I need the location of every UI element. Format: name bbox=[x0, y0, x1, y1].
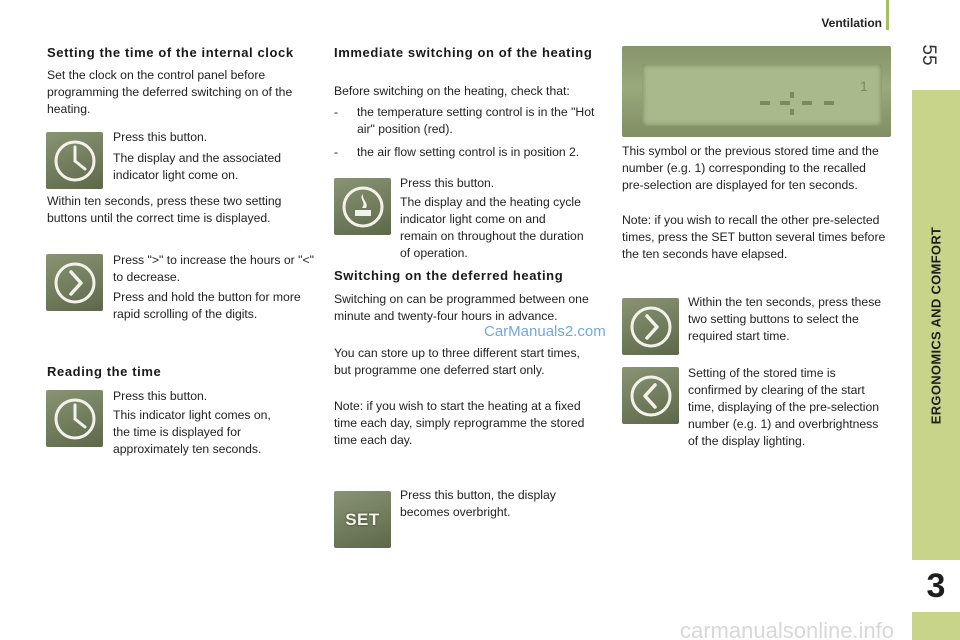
chapter-tab-foot bbox=[912, 612, 960, 640]
setting-clock-heading: Setting the time of the internal clock bbox=[47, 45, 294, 60]
next-button bbox=[622, 298, 679, 355]
recall-note-text: Note: if you wish to recall the other pre-selected times, press the SET button several times before the ten seconds have elapsed. bbox=[622, 213, 886, 261]
deferred-text-1: Switching on can be programmed between one minute and twenty-four hours in advance. bbox=[334, 292, 589, 323]
clock-icon bbox=[52, 138, 98, 184]
section-header-title: Ventilation bbox=[821, 16, 882, 30]
press-button-text-2: Press this button. bbox=[113, 389, 208, 403]
display-light-text: The display and the associated indicator light come on. bbox=[113, 151, 282, 182]
reading-time-heading: Reading the time bbox=[47, 364, 162, 379]
symbol-description-text: This symbol or the previous stored time and the number (e.g. 1) corresponding to the recalled pre-selection are displayed for ten seconds. bbox=[622, 144, 879, 192]
press-increase-text: Press ">" to increase the hours or "<" to decrease. bbox=[113, 253, 314, 284]
within-ten-seconds-text: Within ten seconds, press these two setting buttons until the correct time is displayed. bbox=[47, 194, 282, 225]
header-divider bbox=[886, 0, 889, 30]
display-preselection-digit: 1 bbox=[860, 78, 868, 94]
heating-button bbox=[334, 178, 391, 235]
clock-button-reading bbox=[46, 390, 103, 447]
page-number: 55 bbox=[918, 44, 939, 66]
press-button-text-1: Press this button. bbox=[113, 130, 208, 144]
deferred-text-3: Note: if you wish to start the heating at a fixed time each day, simply reprogramme the stored time each day. bbox=[334, 399, 585, 447]
press-hold-text: Press and hold the button for more rapid scrolling of the digits. bbox=[113, 290, 301, 321]
clock-button bbox=[46, 132, 103, 189]
set-button-text: Press this button, the display becomes overbright. bbox=[400, 488, 556, 519]
deferred-heating-heading: Switching on the deferred heating bbox=[334, 268, 564, 283]
immediate-heating-heading: Immediate switching on of the heating bbox=[334, 45, 593, 60]
watermark-top: CarManuals2.com bbox=[484, 323, 606, 340]
chapter-tab-label-wrap bbox=[912, 90, 960, 560]
within-ten-seconds-select-text: Within the ten seconds, press these two setting buttons to select the required start time. bbox=[688, 295, 882, 343]
check-item-temperature: - the temperature setting control is in the "Hot air" position (red). bbox=[334, 104, 604, 138]
chevron-right-icon bbox=[52, 260, 98, 306]
set-button-label: SET bbox=[345, 509, 380, 529]
chapter-number: 3 bbox=[926, 566, 946, 605]
press-button-text-3: Press this button. bbox=[400, 176, 495, 190]
display-segments bbox=[642, 64, 882, 126]
before-switching-text: Before switching on the heating, check that: bbox=[334, 84, 570, 98]
pre-check-list bbox=[334, 104, 604, 167]
watermark-bottom: carmanualsonline.info bbox=[680, 618, 895, 640]
increase-button bbox=[46, 254, 103, 311]
heating-flame-icon bbox=[340, 184, 386, 230]
chapter-tab-label: ERGONOMICS AND COMFORT bbox=[928, 226, 944, 424]
display-screen bbox=[642, 64, 882, 126]
indicator-light-text: This indicator light comes on, the time is displayed for approximately ten seconds. bbox=[113, 408, 271, 456]
display-panel-image bbox=[622, 46, 891, 137]
stored-time-confirmed-text: Setting of the stored time is confirmed by clearing of the start time, displaying of the pre-selection number (e.g. 1) and overbrightness of the display lighting. bbox=[688, 366, 880, 448]
deferred-text-2: You can store up to three different start times, but programme one deferred start only. bbox=[334, 346, 580, 377]
check-item-airflow: - the air flow setting control is in position 2. bbox=[334, 144, 604, 161]
chevron-right-icon bbox=[628, 304, 674, 350]
set-button bbox=[334, 491, 391, 548]
clock-icon bbox=[52, 396, 98, 442]
setting-clock-intro: Set the clock on the control panel before programming the deferred switching on of the heating. bbox=[47, 68, 293, 116]
previous-button bbox=[622, 367, 679, 424]
heating-cycle-text: The display and the heating cycle indicator light come on and remain on throughout the duration of operation. bbox=[400, 195, 584, 260]
chevron-left-icon bbox=[628, 373, 674, 419]
